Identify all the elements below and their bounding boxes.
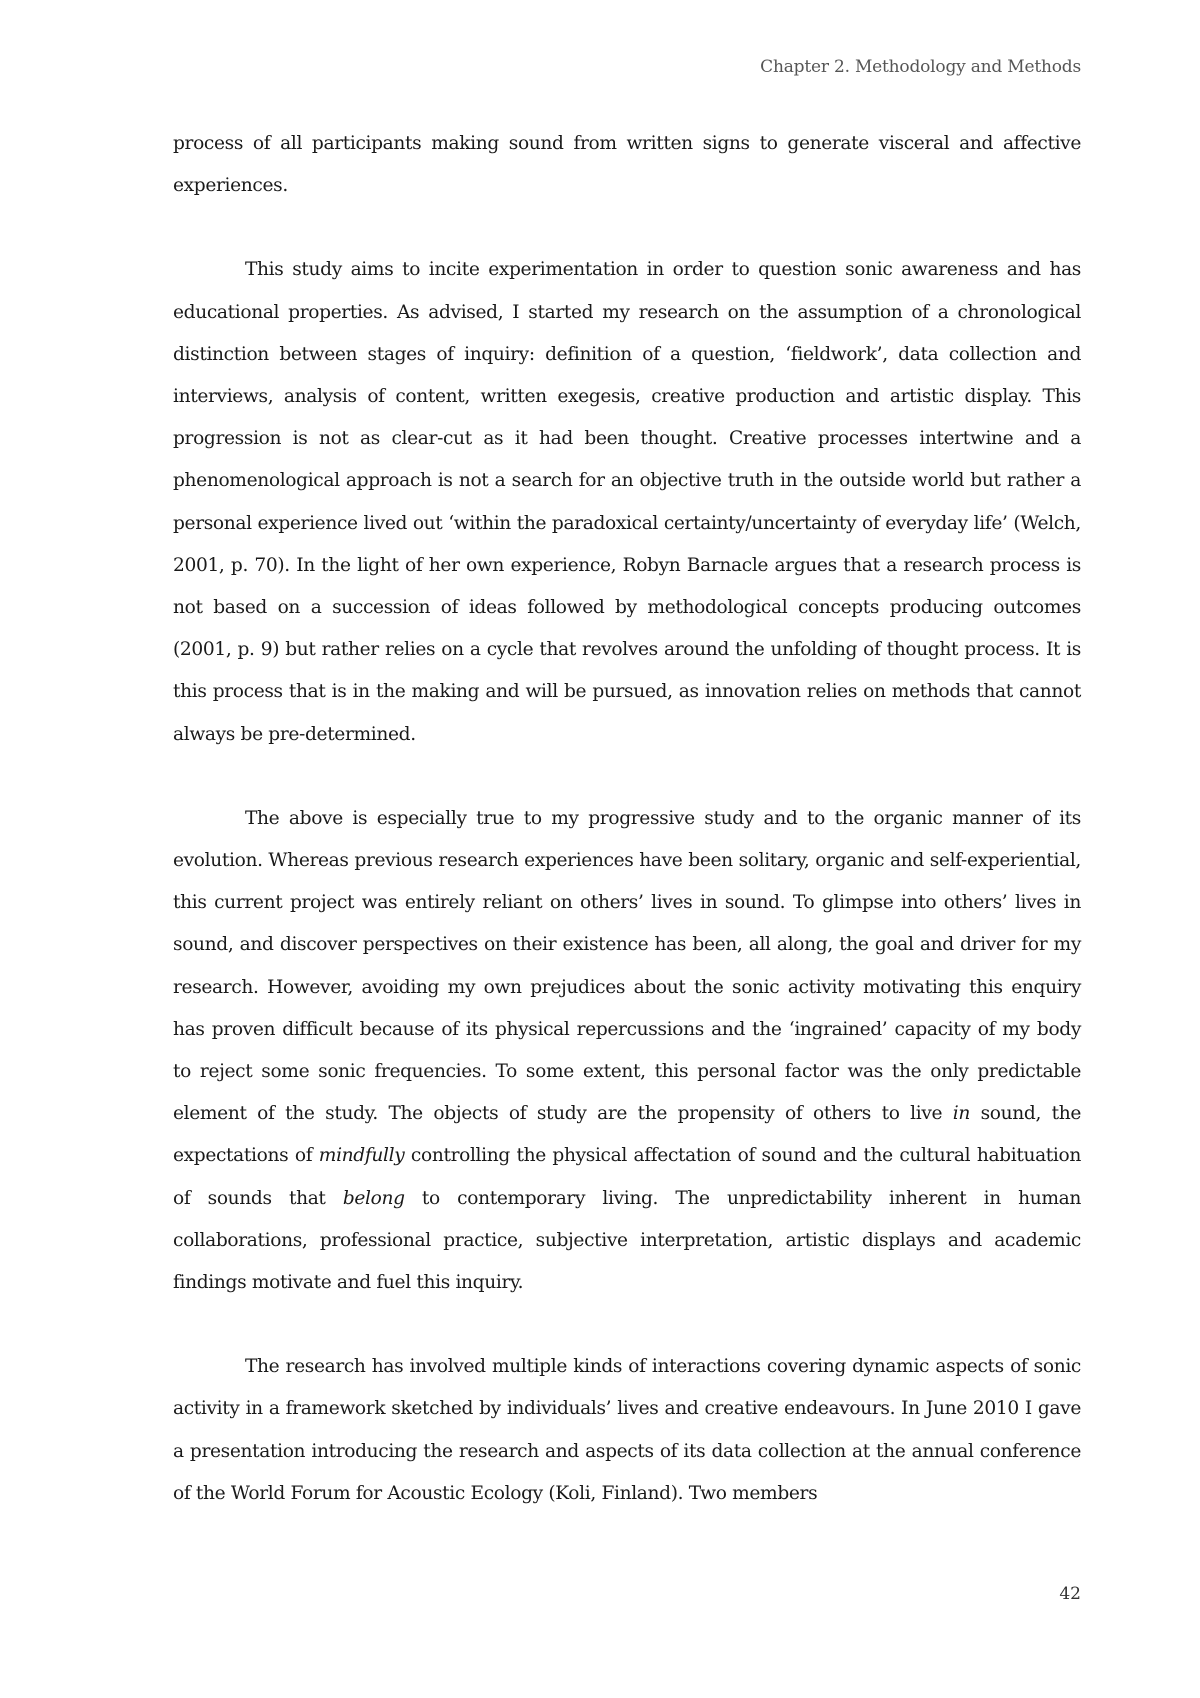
- paragraph-3-text: controlling the physical affectation of sound and the cultural habituation of sounds that: [173, 1145, 1081, 1209]
- paragraph-3-text: sound, the expectations of: [173, 1103, 1081, 1167]
- paragraph-3: [173, 798, 1081, 1304]
- page-number: 42: [1059, 1584, 1081, 1604]
- paragraph-4: The research has involved multiple kinds of interactions covering dynamic aspects of sonic activity in a framework sketched by individuals’ lives and creative endeavours. In June 2010 I gave a presentation introducing the research and aspects of its data collection at the annual conference of the World Forum for Acoustic Ecology (Koli, Finland). Two members: [173, 1356, 1081, 1504]
- paragraph-3-text: The above is especially true to my progressive study and to the organic manner of its evolution. Whereas previous research experiences have been solitary, organic and self-experiential, this current project was entirely reliant on others’ lives in sound. To glimpse into others’ lives in sound, and discover perspectives on their existence has been, all along, the goal and driver for my research. However, avoiding my own prejudices about the sonic activity motivating this enquiry has proven difficult because of its physical repercussions and the ‘ingrained’ capacity of my body to reject some sonic frequencies. To some extent, this personal factor was the only predictable element of the study. The objects of study are the propensity of others to live: [173, 807, 1081, 1125]
- page-body: [173, 123, 1081, 1515]
- emphasis-in: in: [952, 1103, 970, 1125]
- paragraph-3-text: to contemporary living. The unpredictability inherent in human collaborations, professional practice, subjective interpretation, artistic displays and academic findings motivate and fuel this inquiry.: [173, 1187, 1081, 1294]
- paragraph-2: This study aims to incite experimentation in order to question sonic awareness and has educational properties. As advised, I started my research on the assumption of a chronological distinction between stages of inquiry: definition of a question, ‘fieldwork’, data collection and interviews, analysis of content, written exegesis, creative production and artistic display. This progression is not as clear-cut as it had been thought. Creative processes intertwine and a phenomenological approach is not a search for an objective truth in the outside world but rather a personal experience lived out ‘within the paradoxical certainty/uncertainty of everyday life’ (Welch, 2001, p. 70). In the light of her own experience, Robyn Barnacle argues that a research process is not based on a succession of ideas followed by methodological concepts producing outcomes (2001, p. 9) but rather relies on a cycle that revolves around the unfolding of thought process. It is this process that is in the making and will be pursued, as innovation relies on methods that cannot always be pre-determined.: [173, 259, 1081, 745]
- running-header: Chapter 2. Methodology and Methods: [760, 57, 1081, 77]
- emphasis-belong: belong: [342, 1187, 405, 1209]
- paragraph-1: process of all participants making sound from written signs to generate visceral and affective experiences.: [173, 133, 1081, 197]
- emphasis-mindfully: mindfully: [318, 1145, 405, 1167]
